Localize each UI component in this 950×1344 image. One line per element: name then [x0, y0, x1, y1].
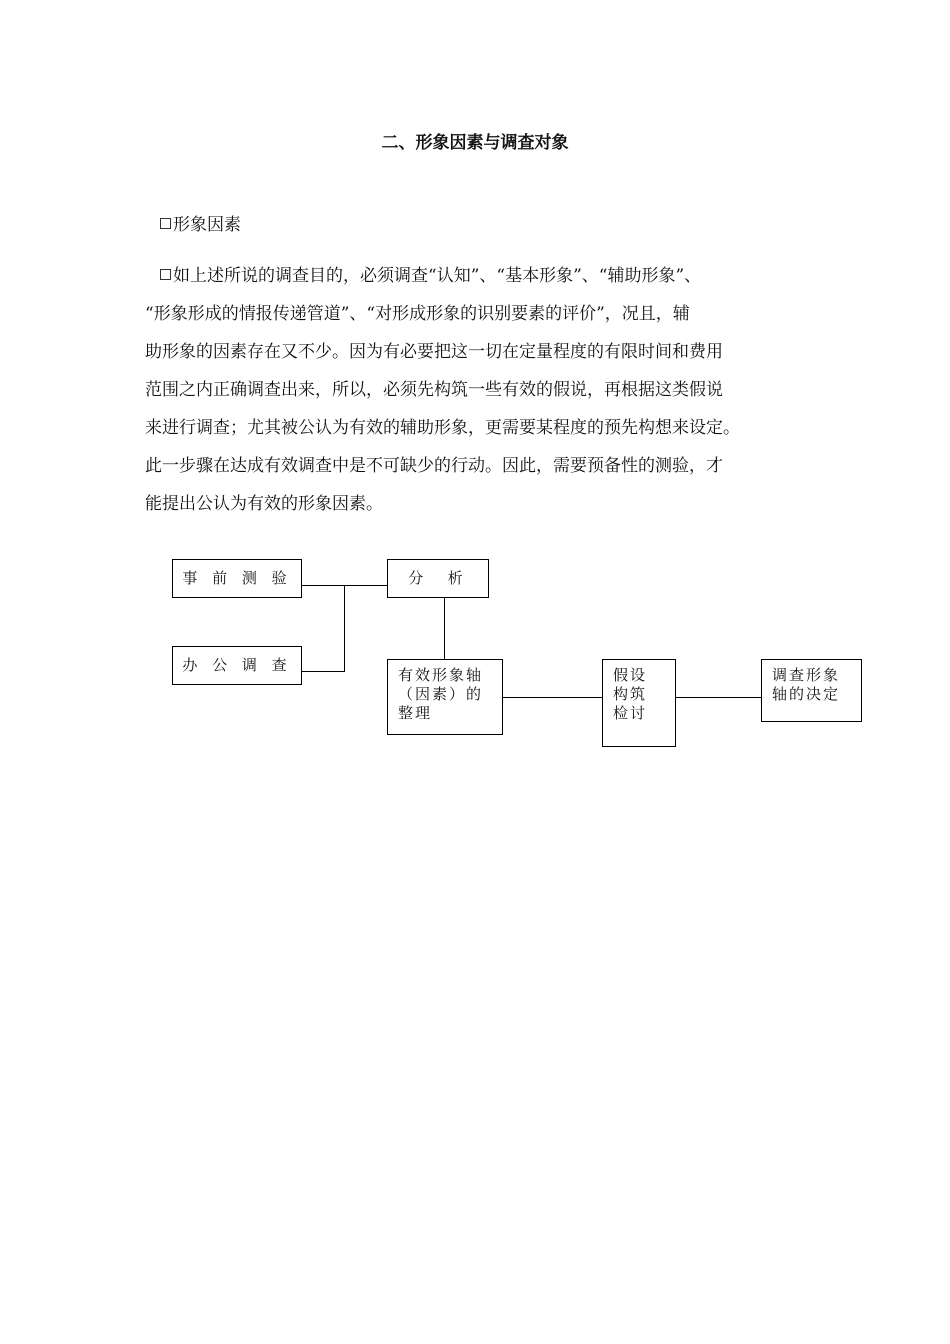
hypothesis-box: 假设 构筑 检讨 [602, 659, 676, 747]
connector-line [301, 585, 345, 586]
connector-line [502, 697, 603, 698]
paragraph-line: 助形象的因素存在又不少。因为有必要把这一切在定量程度的有限时间和费用 [145, 342, 723, 362]
decision-box: 调查形象 轴的决定 [761, 659, 862, 722]
bullet-box-icon [160, 269, 171, 280]
office-survey-box: 办 公 调 查 [172, 646, 302, 685]
paragraph-line: 能提出公认为有效的形象因素。 [145, 494, 383, 514]
bullet-box-icon [160, 218, 171, 229]
paragraph-line: 如上述所说的调查目的，必须调查“认知”、“基本形象”、“辅助形象”、 [145, 257, 825, 295]
connector-line [675, 697, 762, 698]
analysis-box: 分 析 [387, 559, 489, 598]
page-title: 二、形象因素与调查对象 [381, 133, 569, 153]
pre-test-box: 事 前 测 验 [172, 559, 302, 598]
paragraph-line: 来进行调查；尤其被公认为有效的辅助形象，更需要某程度的预先构想来设定。 [145, 418, 740, 438]
connector-line [301, 671, 345, 672]
paragraph-line: 此一步骤在达成有效调查中是不可缺少的行动。因此，需要预备性的测验，才 [145, 456, 723, 476]
subheading-text: 形象因素 [173, 215, 241, 235]
connector-line [444, 597, 445, 660]
body-paragraph [145, 257, 825, 523]
paragraph-line: 范围之内正确调查出来，所以，必须先构筑一些有效的假说，再根据这类假说 [145, 380, 723, 400]
connector-line [344, 585, 345, 672]
organize-box: 有效形象轴 （因素）的 整理 [387, 659, 503, 735]
paragraph-line: “形象形成的情报传递管道”、“对形成形象的识别要素的评价”，况且，辅 [145, 304, 690, 324]
section-subheading [160, 210, 241, 235]
connector-line [344, 585, 388, 586]
